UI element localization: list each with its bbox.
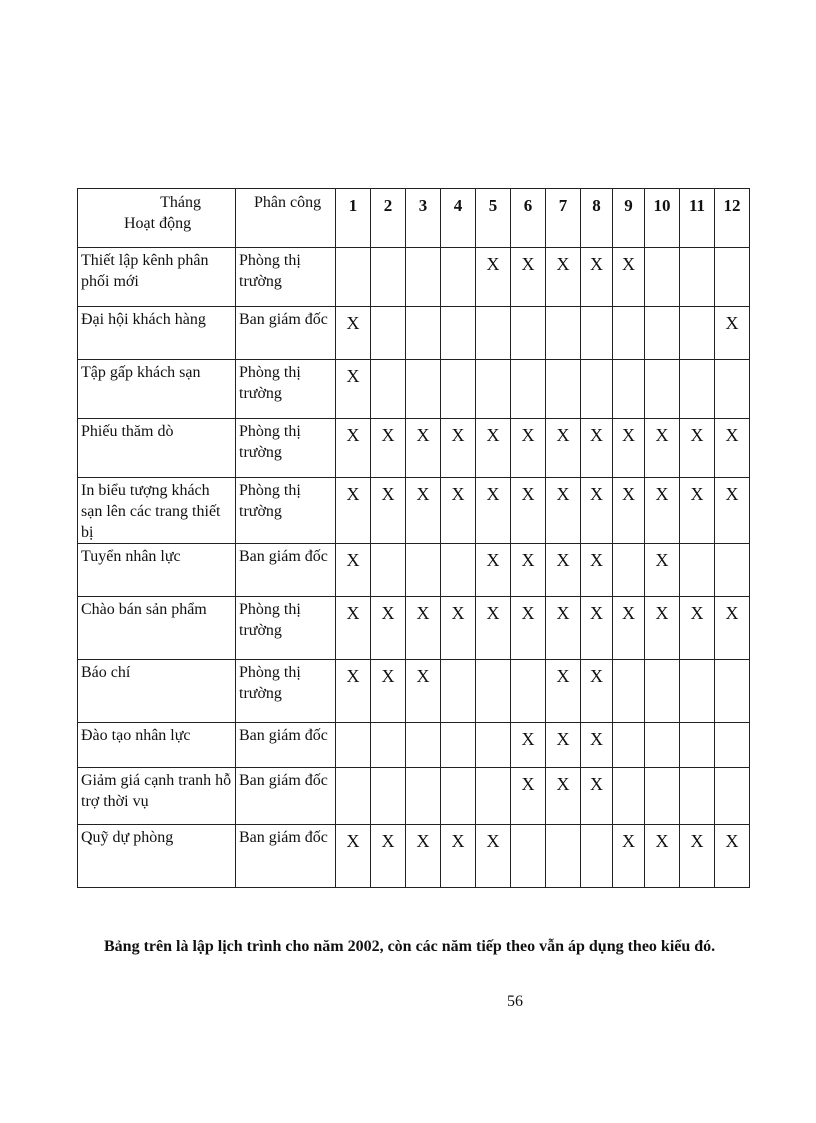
month-5-mark-cell: X (476, 478, 511, 544)
month-2-mark-cell: X (371, 419, 406, 478)
schedule-table-body (78, 189, 750, 888)
month-9-mark-cell: X (613, 478, 645, 544)
month-6-mark-cell: X (511, 723, 546, 768)
month-6-mark-cell: X (511, 544, 546, 597)
header-month-7: 7 (546, 189, 581, 248)
month-11-mark-cell (680, 660, 715, 723)
month-5-mark-cell: X (476, 248, 511, 307)
month-11-mark-cell: X (680, 478, 715, 544)
month-4-mark-cell: X (441, 825, 476, 888)
header-month-4: 4 (441, 189, 476, 248)
month-9-mark-cell: X (613, 419, 645, 478)
month-3-mark-cell (406, 768, 441, 825)
month-2-mark-cell: X (371, 825, 406, 888)
month-5-mark-cell: X (476, 544, 511, 597)
month-4-mark-cell: X (441, 478, 476, 544)
month-4-mark-cell (441, 723, 476, 768)
month-1-mark-cell: X (336, 825, 371, 888)
activity-cell: Thiết lập kênh phân phối mới (78, 248, 236, 307)
month-5-mark-cell (476, 768, 511, 825)
month-2-mark-cell: X (371, 478, 406, 544)
month-5-mark-cell: X (476, 825, 511, 888)
activity-cell: Tập gấp khách sạn (78, 360, 236, 419)
assignee-cell: Ban giám đốc (236, 723, 336, 768)
header-activity-label: Hoạt động (124, 215, 192, 232)
month-10-mark-cell (645, 660, 680, 723)
month-7-mark-cell: X (546, 768, 581, 825)
assignee-cell: Phòng thị trường (236, 360, 336, 419)
month-11-mark-cell: X (680, 419, 715, 478)
assignee-cell: Ban giám đốc (236, 825, 336, 888)
month-3-mark-cell (406, 248, 441, 307)
table-row (78, 544, 750, 597)
month-4-mark-cell (441, 768, 476, 825)
month-5-mark-cell: X (476, 597, 511, 660)
header-assignment-label: Phân công (236, 189, 336, 248)
schedule-table (77, 188, 750, 888)
month-8-mark-cell: X (581, 597, 613, 660)
table-row (78, 660, 750, 723)
month-3-mark-cell (406, 360, 441, 419)
month-7-mark-cell (546, 825, 581, 888)
month-1-mark-cell: X (336, 597, 371, 660)
table-row (78, 825, 750, 888)
month-9-mark-cell (613, 544, 645, 597)
month-12-mark-cell: X (715, 478, 750, 544)
month-8-mark-cell: X (581, 478, 613, 544)
month-9-mark-cell (613, 307, 645, 360)
month-2-mark-cell (371, 360, 406, 419)
table-row (78, 597, 750, 660)
month-8-mark-cell: X (581, 419, 613, 478)
month-6-mark-cell: X (511, 419, 546, 478)
month-9-mark-cell (613, 723, 645, 768)
month-11-mark-cell (680, 768, 715, 825)
month-5-mark-cell (476, 723, 511, 768)
month-6-mark-cell: X (511, 478, 546, 544)
month-1-mark-cell: X (336, 419, 371, 478)
month-12-mark-cell: X (715, 825, 750, 888)
month-3-mark-cell (406, 307, 441, 360)
month-6-mark-cell (511, 825, 546, 888)
page-number: 56 (507, 993, 523, 1010)
header-month-label: Tháng (160, 194, 201, 211)
assignee-cell: Ban giám đốc (236, 768, 336, 825)
month-5-mark-cell (476, 360, 511, 419)
month-2-mark-cell: X (371, 660, 406, 723)
month-7-mark-cell: X (546, 660, 581, 723)
month-6-mark-cell (511, 360, 546, 419)
activity-cell: Chào bán sản phẩm (78, 597, 236, 660)
table-row (78, 478, 750, 544)
month-1-mark-cell (336, 723, 371, 768)
month-5-mark-cell (476, 307, 511, 360)
header-month-6: 6 (511, 189, 546, 248)
month-3-mark-cell: X (406, 597, 441, 660)
month-9-mark-cell: X (613, 825, 645, 888)
month-10-mark-cell: X (645, 597, 680, 660)
table-row (78, 419, 750, 478)
table-row (78, 768, 750, 825)
table-row (78, 248, 750, 307)
month-11-mark-cell (680, 248, 715, 307)
month-10-mark-cell: X (645, 825, 680, 888)
month-8-mark-cell (581, 360, 613, 419)
header-month-1: 1 (336, 189, 371, 248)
assignee-cell: Ban giám đốc (236, 544, 336, 597)
month-2-mark-cell (371, 248, 406, 307)
header-month-9: 9 (613, 189, 645, 248)
header-month-3: 3 (406, 189, 441, 248)
assignee-cell: Phòng thị trường (236, 660, 336, 723)
activity-cell: Giảm giá cạnh tranh hỗ trợ thời vụ (78, 768, 236, 825)
month-4-mark-cell (441, 660, 476, 723)
month-1-mark-cell: X (336, 478, 371, 544)
month-5-mark-cell: X (476, 419, 511, 478)
month-1-mark-cell: X (336, 360, 371, 419)
month-3-mark-cell (406, 723, 441, 768)
header-corner-cell (78, 189, 236, 248)
month-10-mark-cell: X (645, 419, 680, 478)
month-9-mark-cell: X (613, 248, 645, 307)
month-7-mark-cell: X (546, 597, 581, 660)
month-8-mark-cell: X (581, 723, 613, 768)
assignee-cell: Phòng thị trường (236, 597, 336, 660)
month-10-mark-cell (645, 768, 680, 825)
header-month-10: 10 (645, 189, 680, 248)
month-12-mark-cell (715, 768, 750, 825)
month-11-mark-cell: X (680, 597, 715, 660)
month-11-mark-cell (680, 723, 715, 768)
month-7-mark-cell: X (546, 419, 581, 478)
month-10-mark-cell: X (645, 478, 680, 544)
month-12-mark-cell: X (715, 307, 750, 360)
month-10-mark-cell (645, 723, 680, 768)
table-row (78, 360, 750, 419)
month-7-mark-cell: X (546, 478, 581, 544)
header-month-2: 2 (371, 189, 406, 248)
month-11-mark-cell (680, 307, 715, 360)
month-9-mark-cell: X (613, 597, 645, 660)
month-12-mark-cell: X (715, 419, 750, 478)
month-9-mark-cell (613, 660, 645, 723)
month-12-mark-cell (715, 360, 750, 419)
table-caption: Bảng trên là lập lịch trình cho năm 2002, còn các năm tiếp theo vẫn áp dụng theo kiểu đó. (104, 938, 716, 955)
month-6-mark-cell: X (511, 597, 546, 660)
header-row (78, 189, 750, 248)
activity-cell: Tuyển nhân lực (78, 544, 236, 597)
assignee-cell: Phòng thị trường (236, 248, 336, 307)
month-7-mark-cell: X (546, 723, 581, 768)
month-8-mark-cell: X (581, 768, 613, 825)
header-month-12: 12 (715, 189, 750, 248)
header-month-11: 11 (680, 189, 715, 248)
month-1-mark-cell: X (336, 660, 371, 723)
month-1-mark-cell (336, 768, 371, 825)
month-4-mark-cell (441, 307, 476, 360)
month-6-mark-cell (511, 660, 546, 723)
month-3-mark-cell: X (406, 478, 441, 544)
month-2-mark-cell (371, 307, 406, 360)
month-11-mark-cell (680, 544, 715, 597)
month-10-mark-cell: X (645, 544, 680, 597)
month-6-mark-cell: X (511, 768, 546, 825)
month-1-mark-cell: X (336, 307, 371, 360)
month-7-mark-cell (546, 360, 581, 419)
month-8-mark-cell (581, 307, 613, 360)
month-4-mark-cell: X (441, 597, 476, 660)
month-12-mark-cell (715, 248, 750, 307)
month-7-mark-cell (546, 307, 581, 360)
month-6-mark-cell (511, 307, 546, 360)
month-6-mark-cell: X (511, 248, 546, 307)
month-12-mark-cell (715, 660, 750, 723)
month-1-mark-cell (336, 248, 371, 307)
month-12-mark-cell (715, 544, 750, 597)
month-2-mark-cell: X (371, 597, 406, 660)
month-2-mark-cell (371, 768, 406, 825)
month-5-mark-cell (476, 660, 511, 723)
month-8-mark-cell: X (581, 660, 613, 723)
table-row (78, 723, 750, 768)
month-8-mark-cell: X (581, 544, 613, 597)
month-8-mark-cell (581, 825, 613, 888)
month-10-mark-cell (645, 248, 680, 307)
month-12-mark-cell: X (715, 597, 750, 660)
month-2-mark-cell (371, 544, 406, 597)
month-4-mark-cell (441, 248, 476, 307)
month-4-mark-cell: X (441, 419, 476, 478)
header-month-5: 5 (476, 189, 511, 248)
activity-cell: Quỹ dự phòng (78, 825, 236, 888)
activity-cell: Phiếu thăm dò (78, 419, 236, 478)
month-3-mark-cell (406, 544, 441, 597)
month-7-mark-cell: X (546, 544, 581, 597)
assignee-cell: Ban giám đốc (236, 307, 336, 360)
assignee-cell: Phòng thị trường (236, 478, 336, 544)
month-4-mark-cell (441, 360, 476, 419)
month-4-mark-cell (441, 544, 476, 597)
month-3-mark-cell: X (406, 660, 441, 723)
month-11-mark-cell (680, 360, 715, 419)
month-9-mark-cell (613, 360, 645, 419)
activity-cell: Đào tạo nhân lực (78, 723, 236, 768)
month-1-mark-cell: X (336, 544, 371, 597)
month-10-mark-cell (645, 307, 680, 360)
month-3-mark-cell: X (406, 419, 441, 478)
month-2-mark-cell (371, 723, 406, 768)
activity-cell: In biểu tượng khách sạn lên các trang thiết bị (78, 478, 236, 544)
month-7-mark-cell: X (546, 248, 581, 307)
activity-cell: Báo chí (78, 660, 236, 723)
month-3-mark-cell: X (406, 825, 441, 888)
assignee-cell: Phòng thị trường (236, 419, 336, 478)
month-12-mark-cell (715, 723, 750, 768)
header-month-8: 8 (581, 189, 613, 248)
month-10-mark-cell (645, 360, 680, 419)
table-row (78, 307, 750, 360)
activity-cell: Đại hội khách hàng (78, 307, 236, 360)
month-8-mark-cell: X (581, 248, 613, 307)
month-11-mark-cell: X (680, 825, 715, 888)
month-9-mark-cell (613, 768, 645, 825)
